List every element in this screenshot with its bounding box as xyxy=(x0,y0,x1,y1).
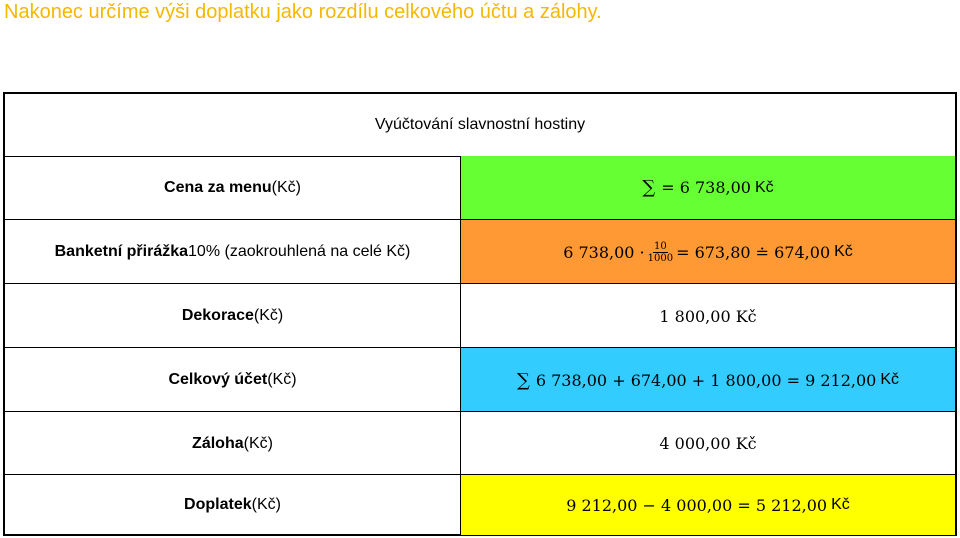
table-title-row xyxy=(5,94,955,157)
billing-table xyxy=(3,92,957,536)
row-label: Cena za menu (Kč) xyxy=(164,178,301,196)
currency-unit: Kč xyxy=(831,496,850,513)
table-row xyxy=(5,347,955,412)
currency-unit: Kč xyxy=(880,371,899,388)
row-label: Záloha (Kč) xyxy=(192,434,273,452)
row-value: 6 738,00 · $\frac{10}{1000}$ = 673,80 ≐ 674,00 Kč xyxy=(460,220,955,284)
table-title: Vyúčtování slavnostní hostiny xyxy=(374,116,586,133)
row-label: Banketní přirážka 10% (zaokrouhlená na celé Kč) xyxy=(54,243,411,260)
row-value: 9 212,00 − 4 000,00 = 5 212,00 Kč xyxy=(460,475,955,535)
row-value: ∑ = 6 738,00 Kč xyxy=(460,156,955,219)
row-value: 4 000,00 Kč xyxy=(460,412,955,475)
currency-unit: Kč xyxy=(834,243,853,260)
table-row xyxy=(5,411,955,475)
table-row xyxy=(5,283,955,348)
sum-symbol: ∑ xyxy=(517,369,530,391)
row-value: 1 800,00 Kč xyxy=(460,284,955,348)
table-row xyxy=(5,219,955,284)
table-row xyxy=(5,156,955,219)
currency-unit: Kč xyxy=(754,178,774,196)
table-row xyxy=(5,474,955,535)
row-label: Doplatek (Kč) xyxy=(184,496,281,513)
row-label: Celkový účet (Kč) xyxy=(168,371,297,388)
sum-symbol: ∑ xyxy=(642,177,656,198)
row-value: ∑ 6 738,00 + 674,00 + 1 800,00 = 9 212,00 Kč xyxy=(460,348,955,412)
page-heading: Nakonec určíme výši doplatku jako rozdílu celkového účtu a zálohy. xyxy=(4,1,602,23)
fraction: $\frac{10}{1000}$ xyxy=(647,240,674,264)
row-label: Dekorace (Kč) xyxy=(181,307,284,324)
